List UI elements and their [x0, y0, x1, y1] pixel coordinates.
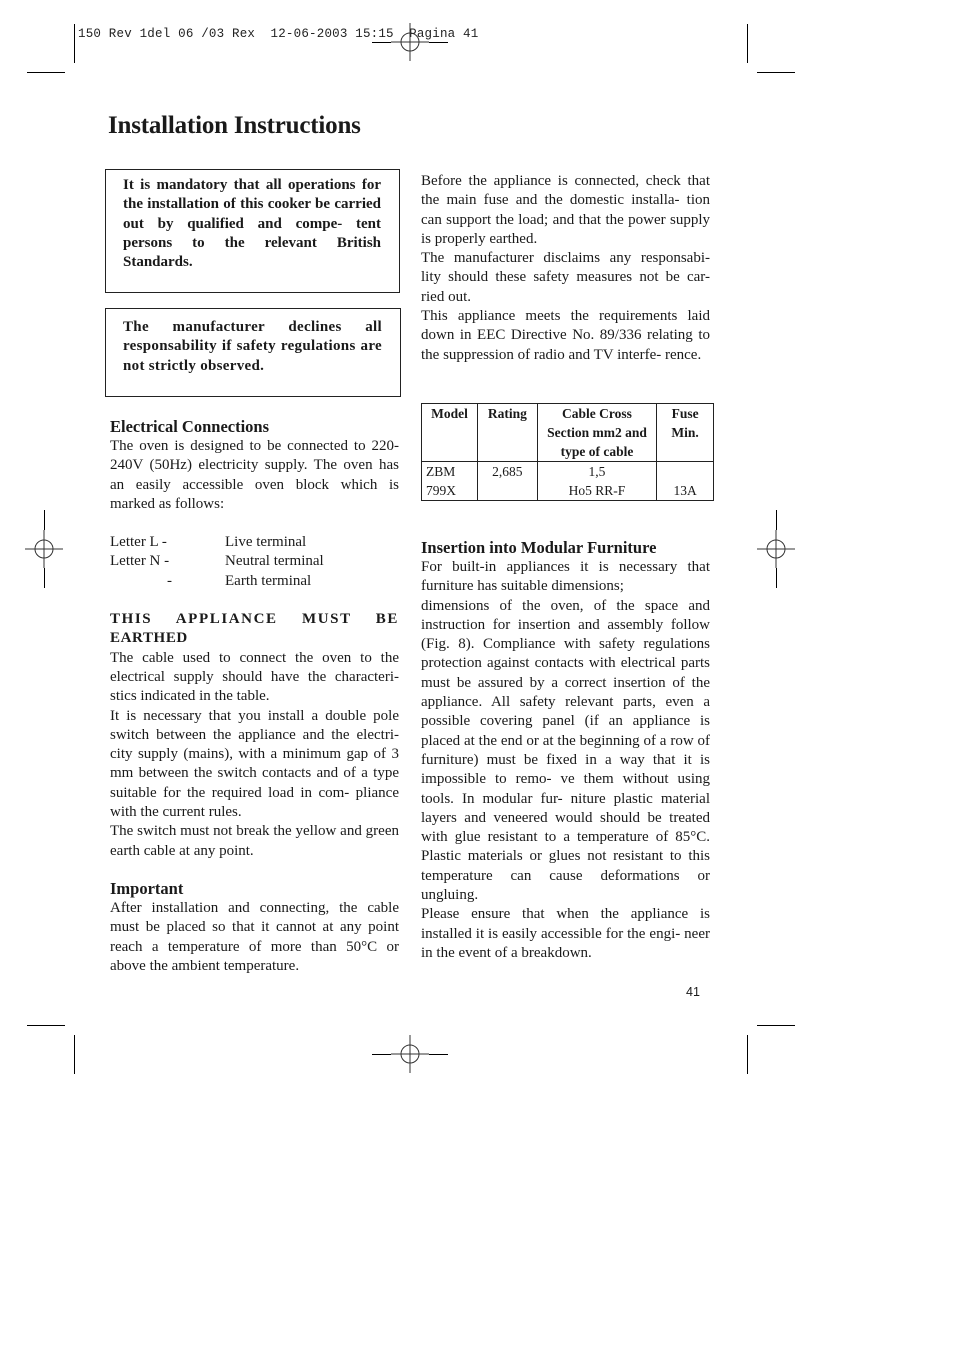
left-column	[110, 417, 399, 976]
crop-mark	[44, 510, 45, 530]
model-line: ZBM	[426, 464, 456, 479]
table-cell-model	[422, 462, 478, 501]
crop-mark	[776, 510, 777, 530]
print-slug: 150 Rev 1del 06 /03 Rex 12-06-2003 15:15 Pagina 41	[78, 27, 479, 41]
model-line: 799X	[426, 483, 456, 498]
earthed-text-switch: It is necessary that you install a double pole switch between the appliance and the electri- city supply (mains), with a minimum gap of 3 mm between the switch contacts and of a type suitable for the required load in com- pliance with the current rules.	[110, 707, 399, 821]
registration-mark-icon	[757, 530, 795, 568]
table-cell-fuse	[657, 462, 714, 501]
earthed-text-earth-cable: The switch must not break the yellow and green earth cable at any point.	[110, 823, 399, 859]
electrical-connections-heading: Electrical Connections	[110, 417, 270, 436]
table-header-model: Model	[422, 404, 478, 462]
table-cell-rating: 2,685	[477, 462, 537, 501]
cable-line: 1,5	[588, 464, 606, 479]
fuse-check-text: Before the appliance is connected, check that the main fuse and the domestic installa- tion can support the load; and that the power supply is properly earthed.	[421, 173, 710, 247]
crop-mark	[372, 42, 391, 43]
important-text: After installation and connecting, the cable must be placed so that it cannot at any point reach a temperature of more than 50°C or above the ambient temperature.	[110, 899, 399, 974]
earthed-warning-line2: EARTHED	[110, 630, 188, 647]
right-column-top	[421, 172, 710, 365]
notice-box-mandatory	[105, 169, 400, 293]
table-header-fuse: Fuse Min.	[657, 404, 714, 462]
crop-mark	[27, 1025, 65, 1026]
crop-mark	[747, 24, 748, 63]
notice-manufacturer-text: The manufacturer declines all responsability if safety regulations are not strictly observed.	[123, 319, 382, 374]
terminal-row	[110, 552, 399, 571]
page-number: 41	[686, 985, 700, 999]
eec-directive-text: This appliance meets the requirements laid down in EEC Directive No. 89/336 relating to the suppression of radio and TV interfe- rence.	[421, 308, 710, 363]
right-column-bottom	[421, 538, 710, 963]
crop-mark	[74, 24, 75, 63]
crop-mark	[27, 72, 65, 73]
important-heading: Important	[110, 878, 184, 898]
cable-spec-table	[421, 403, 714, 501]
terminal-list	[110, 533, 399, 591]
table-header-cable: Cable Cross Section mm2 and type of cable	[537, 404, 656, 462]
electrical-connections-text: The oven is designed to be connected to 220-240V (50Hz) electricity supply. The oven has an easily accessible oven block which is marked as follows:	[110, 438, 399, 512]
earthed-text-cable: The cable used to connect the oven to the electrical supply should have the characteri- stics indicated in the table.	[110, 649, 399, 705]
crop-mark	[747, 1035, 748, 1074]
notice-mandatory-text: It is mandatory that all operations for the installation of this cooker be carried out by qualified and compe- tent persons to the relevant British Standards.	[123, 177, 381, 271]
terminal-value: Earth terminal	[225, 572, 312, 589]
terminal-value: Live terminal	[225, 534, 307, 551]
earthed-warning-line1: THIS APPLIANCE MUST BE	[110, 611, 399, 628]
crop-mark	[372, 1054, 391, 1055]
crop-mark	[429, 1054, 448, 1055]
disclaimer-text: The manufacturer disclaims any responsabi- lity should these safety measures not be car- ried out.	[421, 250, 710, 305]
crop-mark	[429, 42, 448, 43]
table-header-row	[422, 404, 714, 462]
crop-mark	[776, 568, 777, 588]
insertion-text-dimensions: dimensions of the oven, of the space and instruction for insertion and assembly follow (Fig. 8). Compliance with safety regulations protection against contacts with electrical parts must be assured by a correct insertion of the appliance. All safety relevant parts, even a possible covering panel (if an appliance is placed at the end or at the beginning of a row of furniture) must be fixed in a way that it is impossible to remo- ve them without using tools. In modular fur- niture plastic material layers and veneered would should be treated with glue resistant to a temperature of 85°C. Plastic materials or glues not resistant to this temperature can cause deformations or ungluing.	[421, 597, 710, 904]
registration-mark-icon	[391, 1035, 429, 1073]
terminal-row	[110, 533, 399, 552]
insertion-text-furniture: For built-in appliances it is necessary that furniture has suitable dimensions;	[421, 559, 710, 595]
terminal-key: Letter L -	[110, 534, 167, 551]
crop-mark	[757, 72, 795, 73]
page-title: Installation Instructions	[108, 112, 361, 139]
insertion-heading: Insertion into Modular Furniture	[421, 538, 657, 557]
notice-box-manufacturer	[105, 308, 401, 397]
crop-mark	[44, 568, 45, 588]
registration-mark-icon	[25, 530, 63, 568]
crop-mark	[757, 1025, 795, 1026]
table-row	[422, 462, 714, 501]
table-cell-cable	[537, 462, 656, 501]
insertion-text-accessible: Please ensure that when the appliance is installed it is easily accessible for the engi- neer in the event of a breakdown.	[421, 906, 710, 961]
terminal-key: -	[167, 572, 172, 589]
cable-line: Ho5 RR-F	[568, 483, 626, 498]
fuse-value: 13A	[673, 483, 697, 498]
crop-mark	[74, 1035, 75, 1074]
terminal-key: Letter N -	[110, 553, 170, 570]
terminal-value: Neutral terminal	[225, 553, 324, 570]
table-header-rating: Rating	[477, 404, 537, 462]
registration-mark-icon	[391, 23, 429, 61]
terminal-row	[110, 572, 399, 591]
